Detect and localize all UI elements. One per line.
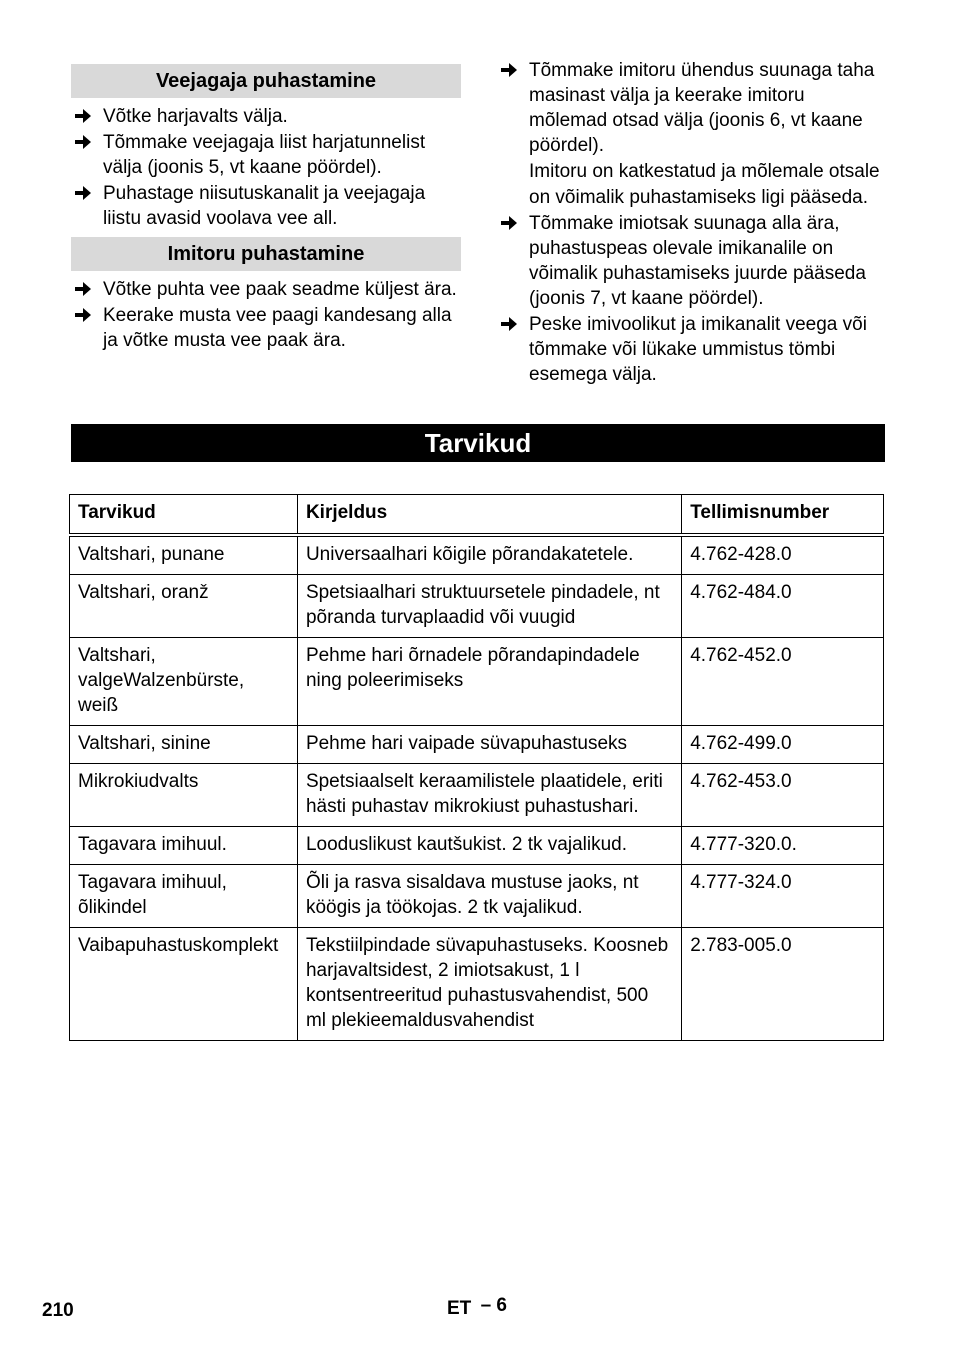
accessory-description: Pehme hari õrnadele põrandapindadele ning poleerimiseks: [297, 638, 681, 726]
accessory-name: Valtshari, valgeWalzenbürste, weiß: [70, 638, 298, 726]
order-number: 2.783-005.0: [682, 928, 884, 1041]
instruction-step: [71, 130, 461, 180]
instruction-step: [497, 312, 885, 387]
instruction-text: Tõmmake veejagaja liist harjatunnelist välja (joonis 5, vt kaane pöördel).: [103, 132, 426, 178]
instruction-step: [71, 104, 461, 129]
language-section-marker: [447, 1295, 507, 1320]
instruction-text: Võtke puhta vee paak seadme küljest ära.: [103, 279, 457, 300]
order-number: 4.762-499.0: [682, 726, 884, 764]
instruction-step: [497, 211, 885, 311]
instruction-text: Peske imivoolikut ja imikanalit veega või tõmmake või lükake ummistus tömbi esemega välja.: [529, 314, 867, 385]
order-number: 4.762-453.0: [682, 764, 884, 827]
table-row: [70, 827, 884, 865]
table-row: [70, 535, 884, 575]
page-title: Tarvikud: [71, 424, 885, 462]
table-row: [70, 928, 884, 1041]
instruction-step: [71, 277, 461, 302]
left-column: [71, 58, 461, 354]
section-heading-water-distributor: Veejagaja puhastamine: [71, 64, 461, 98]
table-row: [70, 764, 884, 827]
table-row: [70, 726, 884, 764]
accessory-name: Valtshari, punane: [70, 535, 298, 575]
language-code: ET: [447, 1298, 472, 1319]
instruction-text: Tõmmake imitoru ühendus suunaga taha masinast välja ja keerake imitoru mõlemad otsad välja (joonis 6, vt kaane pöördel).: [529, 60, 875, 156]
arrow-right-icon: [73, 279, 93, 299]
accessory-name: Tagavara imihuul.: [70, 827, 298, 865]
instruction-note: Imitoru on katkestatud ja mõlemale otsale on võimalik puhastamiseks ligi pääseda.: [529, 161, 880, 208]
column-header: Kirjeldus: [297, 495, 681, 536]
arrow-right-icon: [73, 305, 93, 325]
page-number: 210: [42, 1300, 74, 1321]
order-number: 4.762-484.0: [682, 575, 884, 638]
table-row: [70, 865, 884, 928]
accessory-name: Tagavara imihuul, õlikindel: [70, 865, 298, 928]
instruction-step: [71, 303, 461, 353]
accessory-name: Mikrokiudvalts: [70, 764, 298, 827]
accessory-description: Õli ja rasva sisaldava mustuse jaoks, nt köögis ja töökojas. 2 tk vajalikud.: [297, 865, 681, 928]
accessory-description: Tekstiilpindade süvapuhastuseks. Koosneb harjavaltsidest, 2 imiotsakust, 1 l kontsentreeritud puhastusvahendist, 500 ml plekieemaldusvahendist: [297, 928, 681, 1041]
section-heading-suction-pipe: Imitoru puhastamine: [71, 237, 461, 271]
order-number: 4.777-324.0: [682, 865, 884, 928]
accessory-description: Spetsiaalselt keraamilistele plaatidele, eriti hästi puhastav mikrokiust puhastushari.: [297, 764, 681, 827]
accessories-table: [69, 494, 884, 1041]
accessory-description: Universaalhari kõigile põrandakatetele.: [297, 535, 681, 575]
accessory-description: Looduslikust kautšukist. 2 tk vajalikud.: [297, 827, 681, 865]
accessory-name: Valtshari, sinine: [70, 726, 298, 764]
instruction-step: [71, 181, 461, 231]
section-page-number: – 6: [480, 1295, 507, 1316]
accessory-name: Vaibapuhastuskomplekt: [70, 928, 298, 1041]
right-column: [497, 58, 885, 388]
arrow-right-icon: [73, 183, 93, 203]
arrow-right-icon: [499, 213, 519, 233]
instruction-text: Võtke harjavalts välja.: [103, 106, 288, 127]
instruction-text: Tõmmake imiotsak suunaga alla ära, puhastuspeas olevale imikanalile on võimalik puhastamiseks juurde pääseda (joonis 7, vt kaane pöördel).: [529, 213, 866, 309]
accessory-description: Pehme hari vaipade süvapuhastuseks: [297, 726, 681, 764]
accessory-name: Valtshari, oranž: [70, 575, 298, 638]
arrow-right-icon: [499, 314, 519, 334]
arrow-right-icon: [73, 106, 93, 126]
column-header: Tellimisnumber: [682, 495, 884, 536]
accessory-description: Spetsiaalhari struktuursetele pindadele, nt põranda turvaplaadid või vuugid: [297, 575, 681, 638]
order-number: 4.762-428.0: [682, 535, 884, 575]
table-row: [70, 638, 884, 726]
arrow-right-icon: [73, 132, 93, 152]
table-row: [70, 575, 884, 638]
arrow-right-icon: [499, 60, 519, 80]
instruction-text: Keerake musta vee paagi kandesang alla ja võtke musta vee paak ära.: [103, 305, 452, 351]
table-header-row: [70, 495, 884, 536]
instruction-text: Puhastage niisutuskanalit ja veejagaja liistu avasid voolava vee all.: [103, 183, 426, 229]
order-number: 4.777-320.0.: [682, 827, 884, 865]
instruction-step: [497, 58, 885, 158]
column-header: Tarvikud: [70, 495, 298, 536]
order-number: 4.762-452.0: [682, 638, 884, 726]
